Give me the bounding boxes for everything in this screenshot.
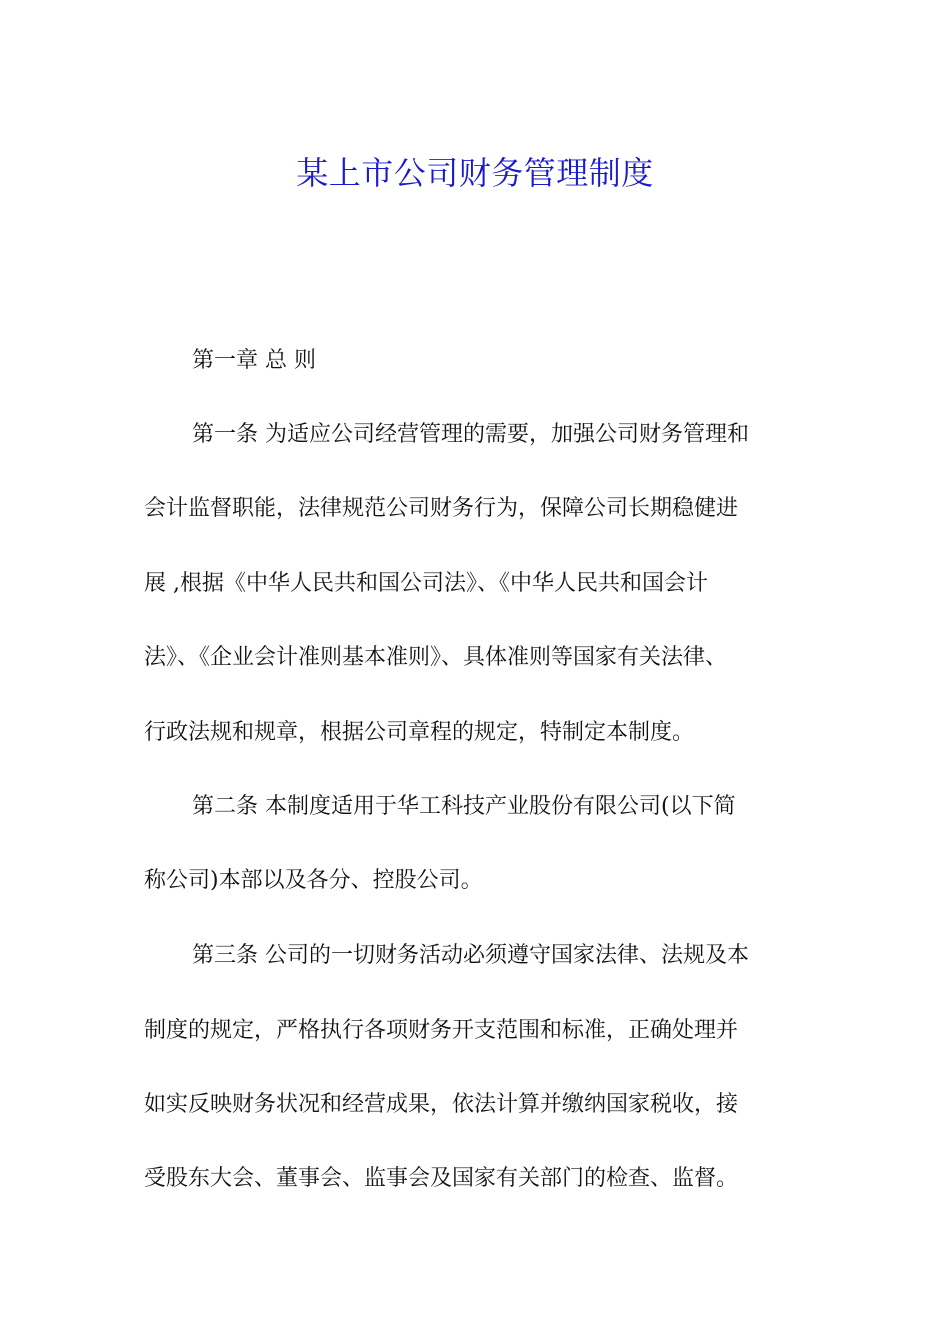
article-1-line-5: 行政法规和规章，根据公司章程的规定，特制定本制度。 (144, 720, 695, 745)
article-1-line-3: 展 ,根据《中华人民共和国公司法》、《中华人民共和国会计 (144, 571, 708, 596)
article-3-line-3: 如实反映财务状况和经营成果，依法计算并缴纳国家税收，接 (144, 1092, 739, 1117)
article-2-line-2: 称公司)本部以及各分、控股公司。 (144, 868, 483, 893)
chapter-heading: 第一章 总 则 (192, 348, 316, 373)
article-1-line-2: 会计监督职能，法律规范公司财务行为，保障公司长期稳健进 (144, 496, 739, 521)
document-title: 某上市公司财务管理制度 (296, 154, 654, 193)
article-1-line-1: 第一条 为适应公司经营管理的需要，加强公司财务管理和 (192, 422, 749, 447)
article-3-line-4: 受股东大会、董事会、监事会及国家有关部门的检查、监督。 (144, 1166, 739, 1191)
article-1-line-4: 法》、《企业会计准则基本准则》、具体准则等国家有关法律、 (144, 645, 728, 670)
article-3-line-2: 制度的规定，严格执行各项财务开支范围和标准，正确处理并 (144, 1018, 739, 1043)
article-2-line-1: 第二条 本制度适用于华工科技产业股份有限公司(以下简 (192, 794, 736, 819)
article-3-line-1: 第三条 公司的一切财务活动必须遵守国家法律、法规及本 (192, 943, 749, 968)
